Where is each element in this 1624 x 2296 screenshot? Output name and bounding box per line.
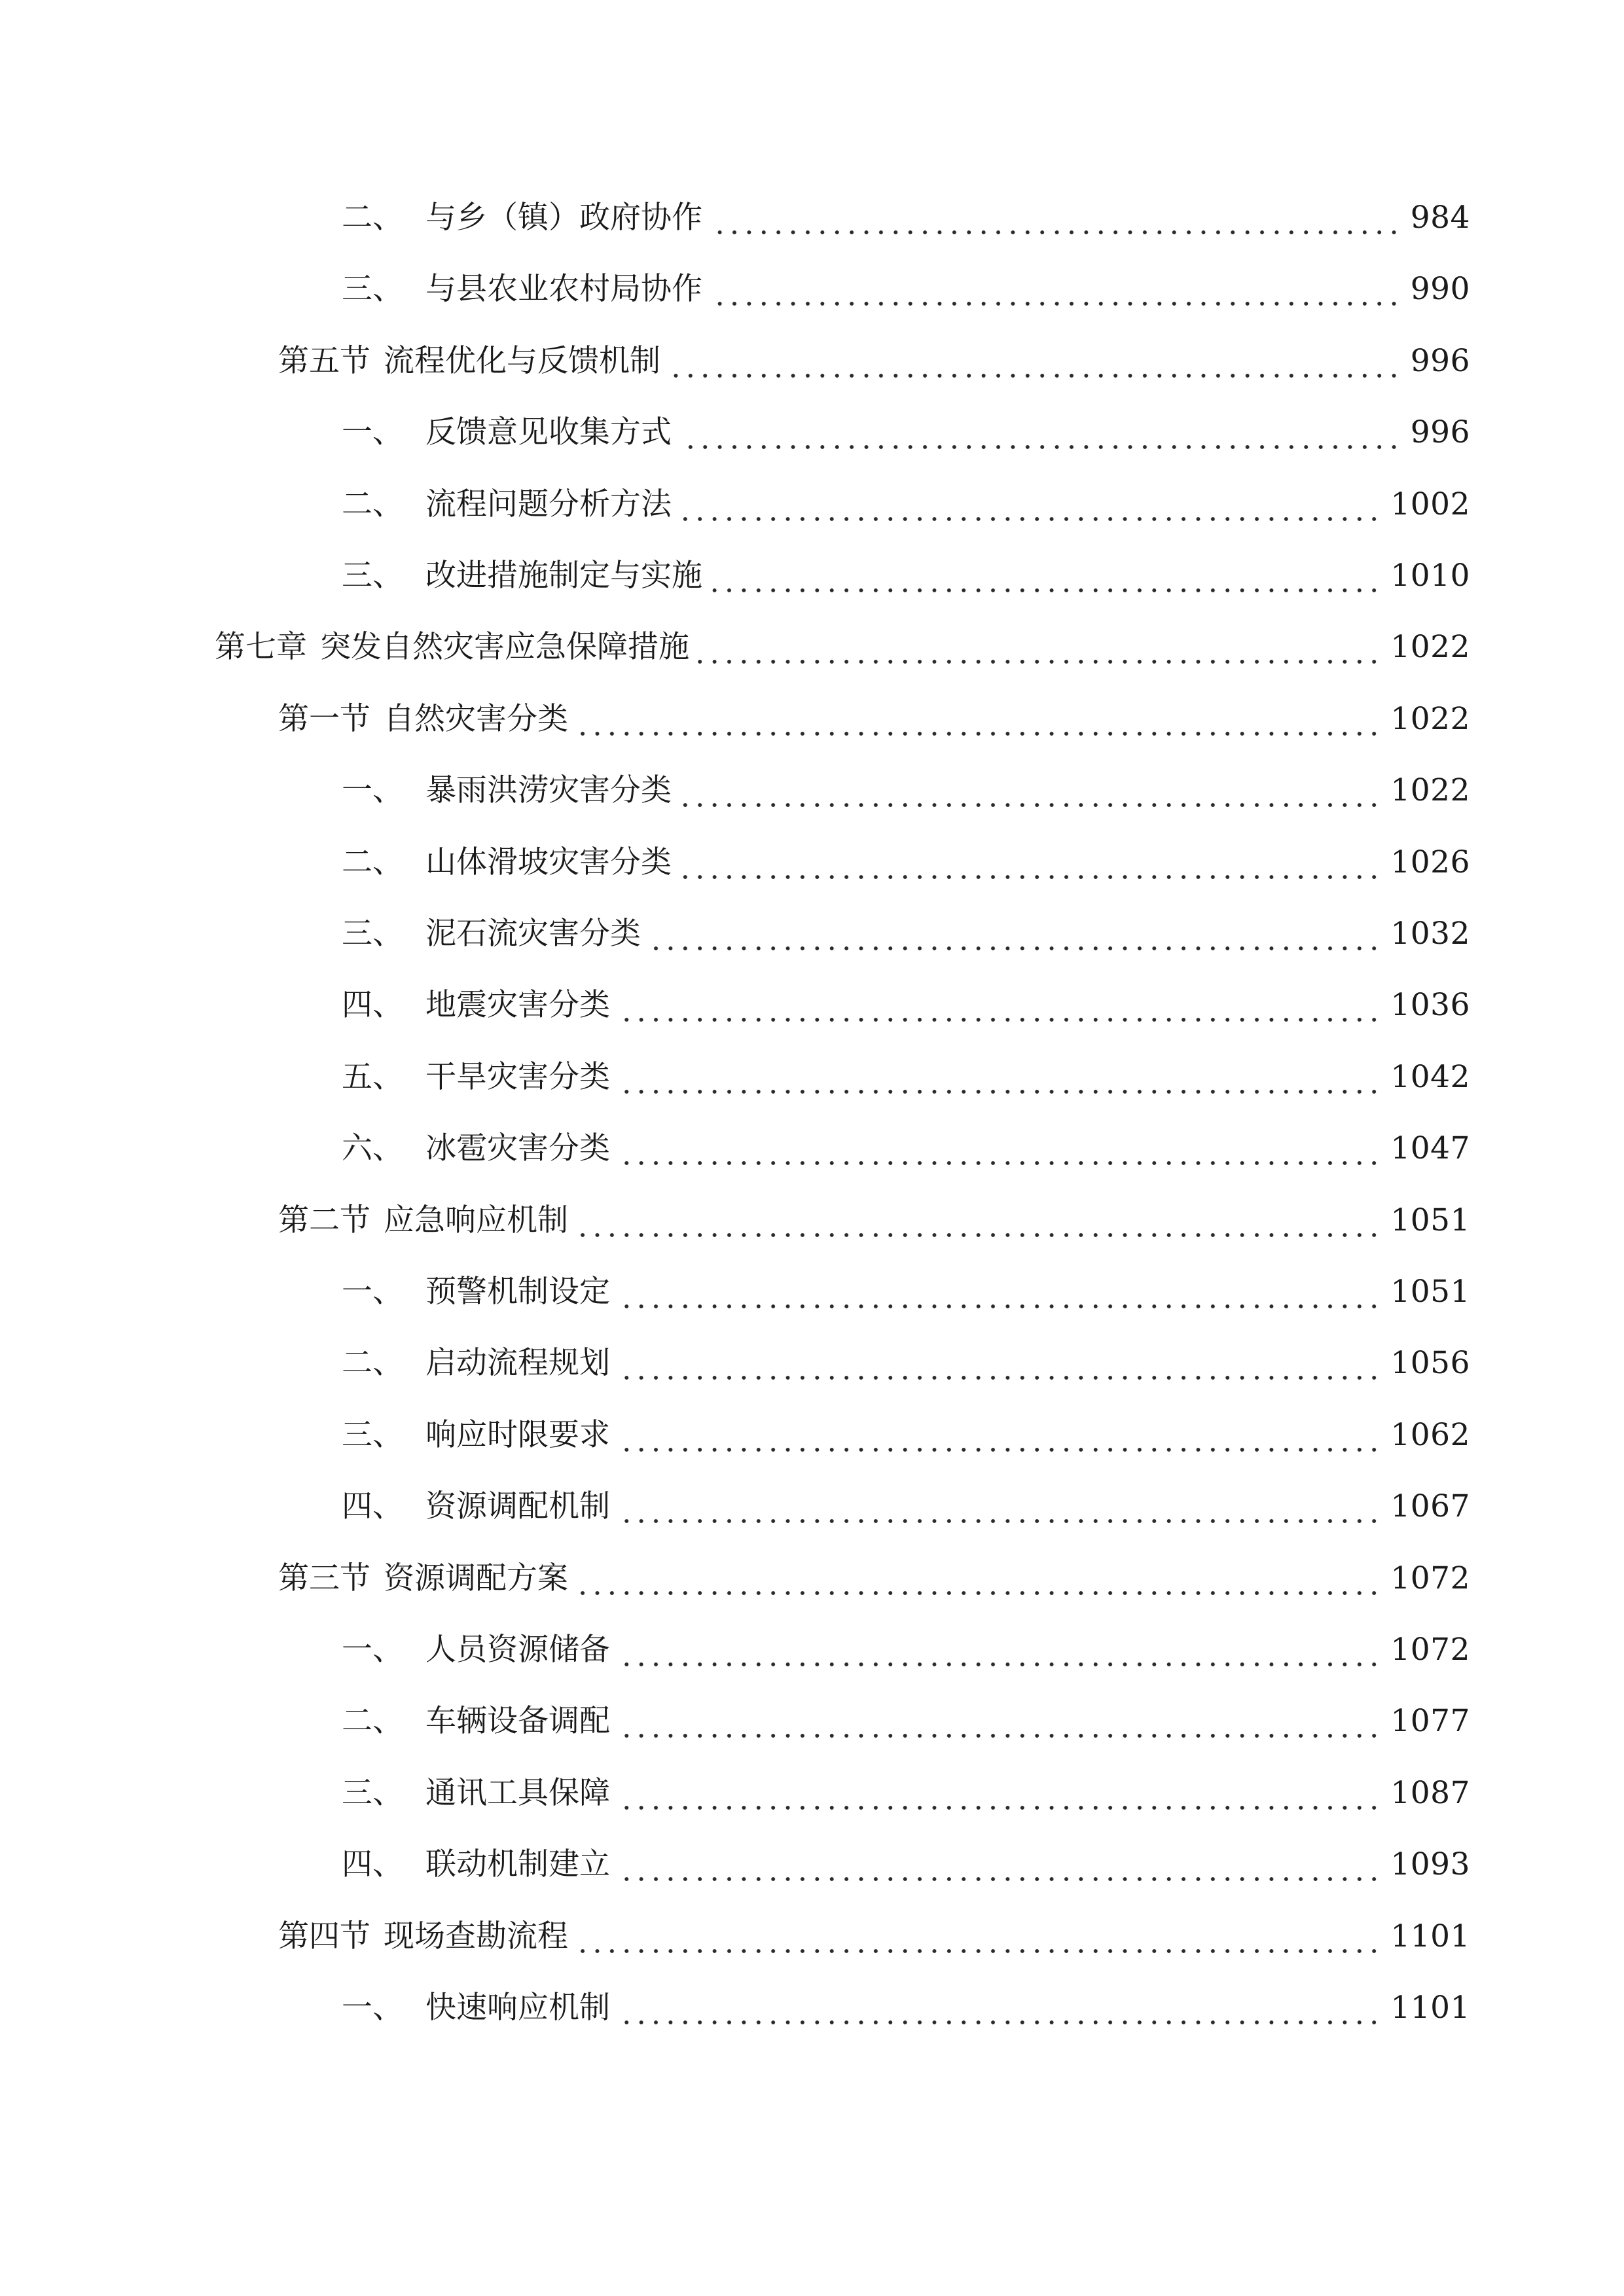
toc-entry-title: 冰雹灾害分类 (425, 1130, 610, 1166)
toc-entry-number: 二、 (342, 200, 403, 236)
toc-entry-page-number: 996 (1410, 343, 1470, 379)
toc-entry-number: 一、 (342, 414, 403, 450)
toc-entry-page-number: 1042 (1390, 1059, 1470, 1095)
dot-leader (710, 192, 1401, 244)
toc-entry[interactable] (342, 1695, 1470, 1748)
toc-entry-title: 通讯工具保障 (425, 1775, 610, 1811)
toc-entry-title: 资源调配机制 (425, 1488, 610, 1524)
dot-leader (576, 1552, 1381, 1605)
dot-leader (679, 836, 1381, 889)
toc-entry-title: 地震灾害分类 (425, 987, 610, 1023)
toc-entry[interactable] (342, 908, 1470, 960)
toc-entry[interactable] (342, 1624, 1470, 1676)
toc-entry[interactable] (278, 1552, 1470, 1605)
toc-entry-number: 三、 (342, 271, 403, 307)
toc-entry-title: 预警机制设定 (425, 1274, 610, 1310)
toc-entry-number: 二、 (342, 486, 403, 522)
dot-leader (710, 263, 1401, 315)
toc-entry[interactable] (342, 1122, 1470, 1175)
toc-entry-page-number: 1067 (1390, 1488, 1470, 1524)
toc-entry-page-number: 1101 (1390, 1918, 1470, 1954)
toc-entry[interactable] (342, 1266, 1470, 1318)
toc-entry-number: 二、 (342, 1345, 403, 1381)
toc-entry[interactable] (342, 406, 1470, 459)
toc-entry[interactable] (278, 693, 1470, 745)
toc-entry-title: 泥石流灾害分类 (425, 916, 641, 952)
toc-entry-page-number: 1022 (1390, 629, 1470, 665)
toc-entry-page-number: 1010 (1390, 558, 1470, 594)
toc-entry-number: 一、 (342, 1274, 403, 1310)
dot-leader (710, 550, 1381, 602)
toc-entry-number: 二、 (342, 1703, 403, 1739)
toc-entry[interactable] (342, 1051, 1470, 1103)
toc-entry[interactable] (342, 836, 1470, 889)
dot-leader (618, 1409, 1381, 1462)
toc-entry-number: 二、 (342, 844, 403, 880)
toc-entry-number: 第五节 (278, 343, 370, 379)
dot-leader (618, 1839, 1381, 1891)
dot-leader (618, 1767, 1381, 1820)
toc-entry[interactable] (342, 263, 1470, 315)
toc-entry-number: 三、 (342, 1775, 403, 1811)
toc-entry[interactable] (342, 550, 1470, 602)
toc-entry[interactable] (278, 335, 1470, 387)
toc-entry-title: 车辆设备调配 (425, 1703, 610, 1739)
toc-entry[interactable] (342, 764, 1470, 817)
toc-entry-title: 启动流程规划 (425, 1345, 610, 1381)
toc-entry-title: 流程问题分析方法 (425, 486, 672, 522)
toc-entry-title: 现场查勘流程 (384, 1918, 568, 1954)
toc-entry-number: 第一节 (278, 701, 370, 737)
toc-entry-title: 突发自然灾害应急保障措施 (320, 629, 689, 665)
toc-entry-number: 第二节 (278, 1202, 370, 1238)
toc-entry-page-number: 1072 (1390, 1560, 1470, 1596)
dot-leader (679, 406, 1401, 459)
dot-leader (679, 764, 1381, 817)
toc-entry-title: 改进措施制定与实施 (425, 558, 702, 594)
toc-entry[interactable] (342, 192, 1470, 244)
toc-entry-page-number: 1032 (1390, 916, 1470, 952)
toc-entry-page-number: 990 (1410, 271, 1470, 307)
toc-entry-page-number: 996 (1410, 414, 1470, 450)
toc-entry-page-number: 1072 (1390, 1632, 1470, 1668)
toc-entry[interactable] (215, 621, 1470, 673)
toc-entry-number: 四、 (342, 987, 403, 1023)
toc-entry-number: 三、 (342, 1417, 403, 1453)
toc-entry-page-number: 984 (1410, 200, 1470, 236)
toc-entry-page-number: 1002 (1390, 486, 1470, 522)
dot-leader (618, 979, 1381, 1031)
toc-entry-page-number: 1077 (1390, 1703, 1470, 1739)
toc-entry-title: 暴雨洪涝灾害分类 (425, 772, 672, 808)
dot-leader (679, 478, 1381, 531)
toc-entry[interactable] (342, 1767, 1470, 1820)
toc-entry-page-number: 1051 (1390, 1274, 1470, 1310)
toc-entry[interactable] (342, 979, 1470, 1031)
toc-entry-number: 四、 (342, 1488, 403, 1524)
toc-entry[interactable] (342, 1982, 1470, 2034)
dot-leader (618, 1122, 1381, 1175)
toc-entry-title: 与乡（镇）政府协作 (425, 200, 702, 236)
dot-leader (618, 1266, 1381, 1318)
dot-leader (649, 908, 1381, 960)
toc-entry-page-number: 1056 (1390, 1345, 1470, 1381)
toc-entry-number: 四、 (342, 1846, 403, 1882)
toc-entry[interactable] (342, 1480, 1470, 1533)
dot-leader (618, 1982, 1381, 2034)
dot-leader (618, 1480, 1381, 1533)
toc-entry-title: 山体滑坡灾害分类 (425, 844, 672, 880)
toc-entry-number: 五、 (342, 1059, 403, 1095)
toc-entry-number: 三、 (342, 558, 403, 594)
toc-entry-number: 六、 (342, 1130, 403, 1166)
toc-entry-title: 人员资源储备 (425, 1632, 610, 1668)
toc-entry-number: 一、 (342, 1990, 403, 2026)
dot-leader (668, 335, 1401, 387)
toc-entry-title: 流程优化与反馈机制 (384, 343, 660, 379)
toc-entry-title: 自然灾害分类 (384, 701, 568, 737)
dot-leader (618, 1337, 1381, 1390)
dot-leader (576, 1194, 1381, 1247)
dot-leader (618, 1051, 1381, 1103)
toc-entry-title: 与县农业农村局协作 (425, 271, 702, 307)
toc-entry[interactable] (342, 478, 1470, 531)
toc-entry[interactable] (342, 1409, 1470, 1462)
toc-entry-page-number: 1022 (1390, 701, 1470, 737)
toc-entry-page-number: 1093 (1390, 1846, 1470, 1882)
toc-entry-page-number: 1062 (1390, 1417, 1470, 1453)
toc-entry-number: 第三节 (278, 1560, 370, 1596)
toc-entry-page-number: 1022 (1390, 772, 1470, 808)
dot-leader (697, 621, 1381, 673)
dot-leader (618, 1695, 1381, 1748)
toc-entry-title: 应急响应机制 (384, 1202, 568, 1238)
toc-entry-number: 三、 (342, 916, 403, 952)
toc-entry[interactable] (278, 1194, 1470, 1247)
toc-entry-page-number: 1051 (1390, 1202, 1470, 1238)
toc-entry-title: 响应时限要求 (425, 1417, 610, 1453)
toc-entry-page-number: 1036 (1390, 987, 1470, 1023)
toc-entry-title: 资源调配方案 (384, 1560, 568, 1596)
dot-leader (576, 693, 1381, 745)
toc-entry[interactable] (278, 1910, 1470, 1963)
toc-entry-number: 第七章 (215, 629, 307, 665)
toc-entry-page-number: 1087 (1390, 1775, 1470, 1811)
toc-entry-page-number: 1101 (1390, 1990, 1470, 2026)
dot-leader (576, 1910, 1381, 1963)
toc-entry-title: 快速响应机制 (425, 1990, 610, 2026)
toc-entry[interactable] (342, 1337, 1470, 1390)
toc-entry-number: 一、 (342, 772, 403, 808)
dot-leader (618, 1624, 1381, 1676)
toc-entry-title: 反馈意见收集方式 (425, 414, 672, 450)
toc-entry-page-number: 1047 (1390, 1130, 1470, 1166)
toc-entry-title: 联动机制建立 (425, 1846, 610, 1882)
toc-entry-title: 干旱灾害分类 (425, 1059, 610, 1095)
toc-entry[interactable] (342, 1839, 1470, 1891)
toc-entry-number: 一、 (342, 1632, 403, 1668)
toc-entry-number: 第四节 (278, 1918, 370, 1954)
toc-entry-page-number: 1026 (1390, 844, 1470, 880)
